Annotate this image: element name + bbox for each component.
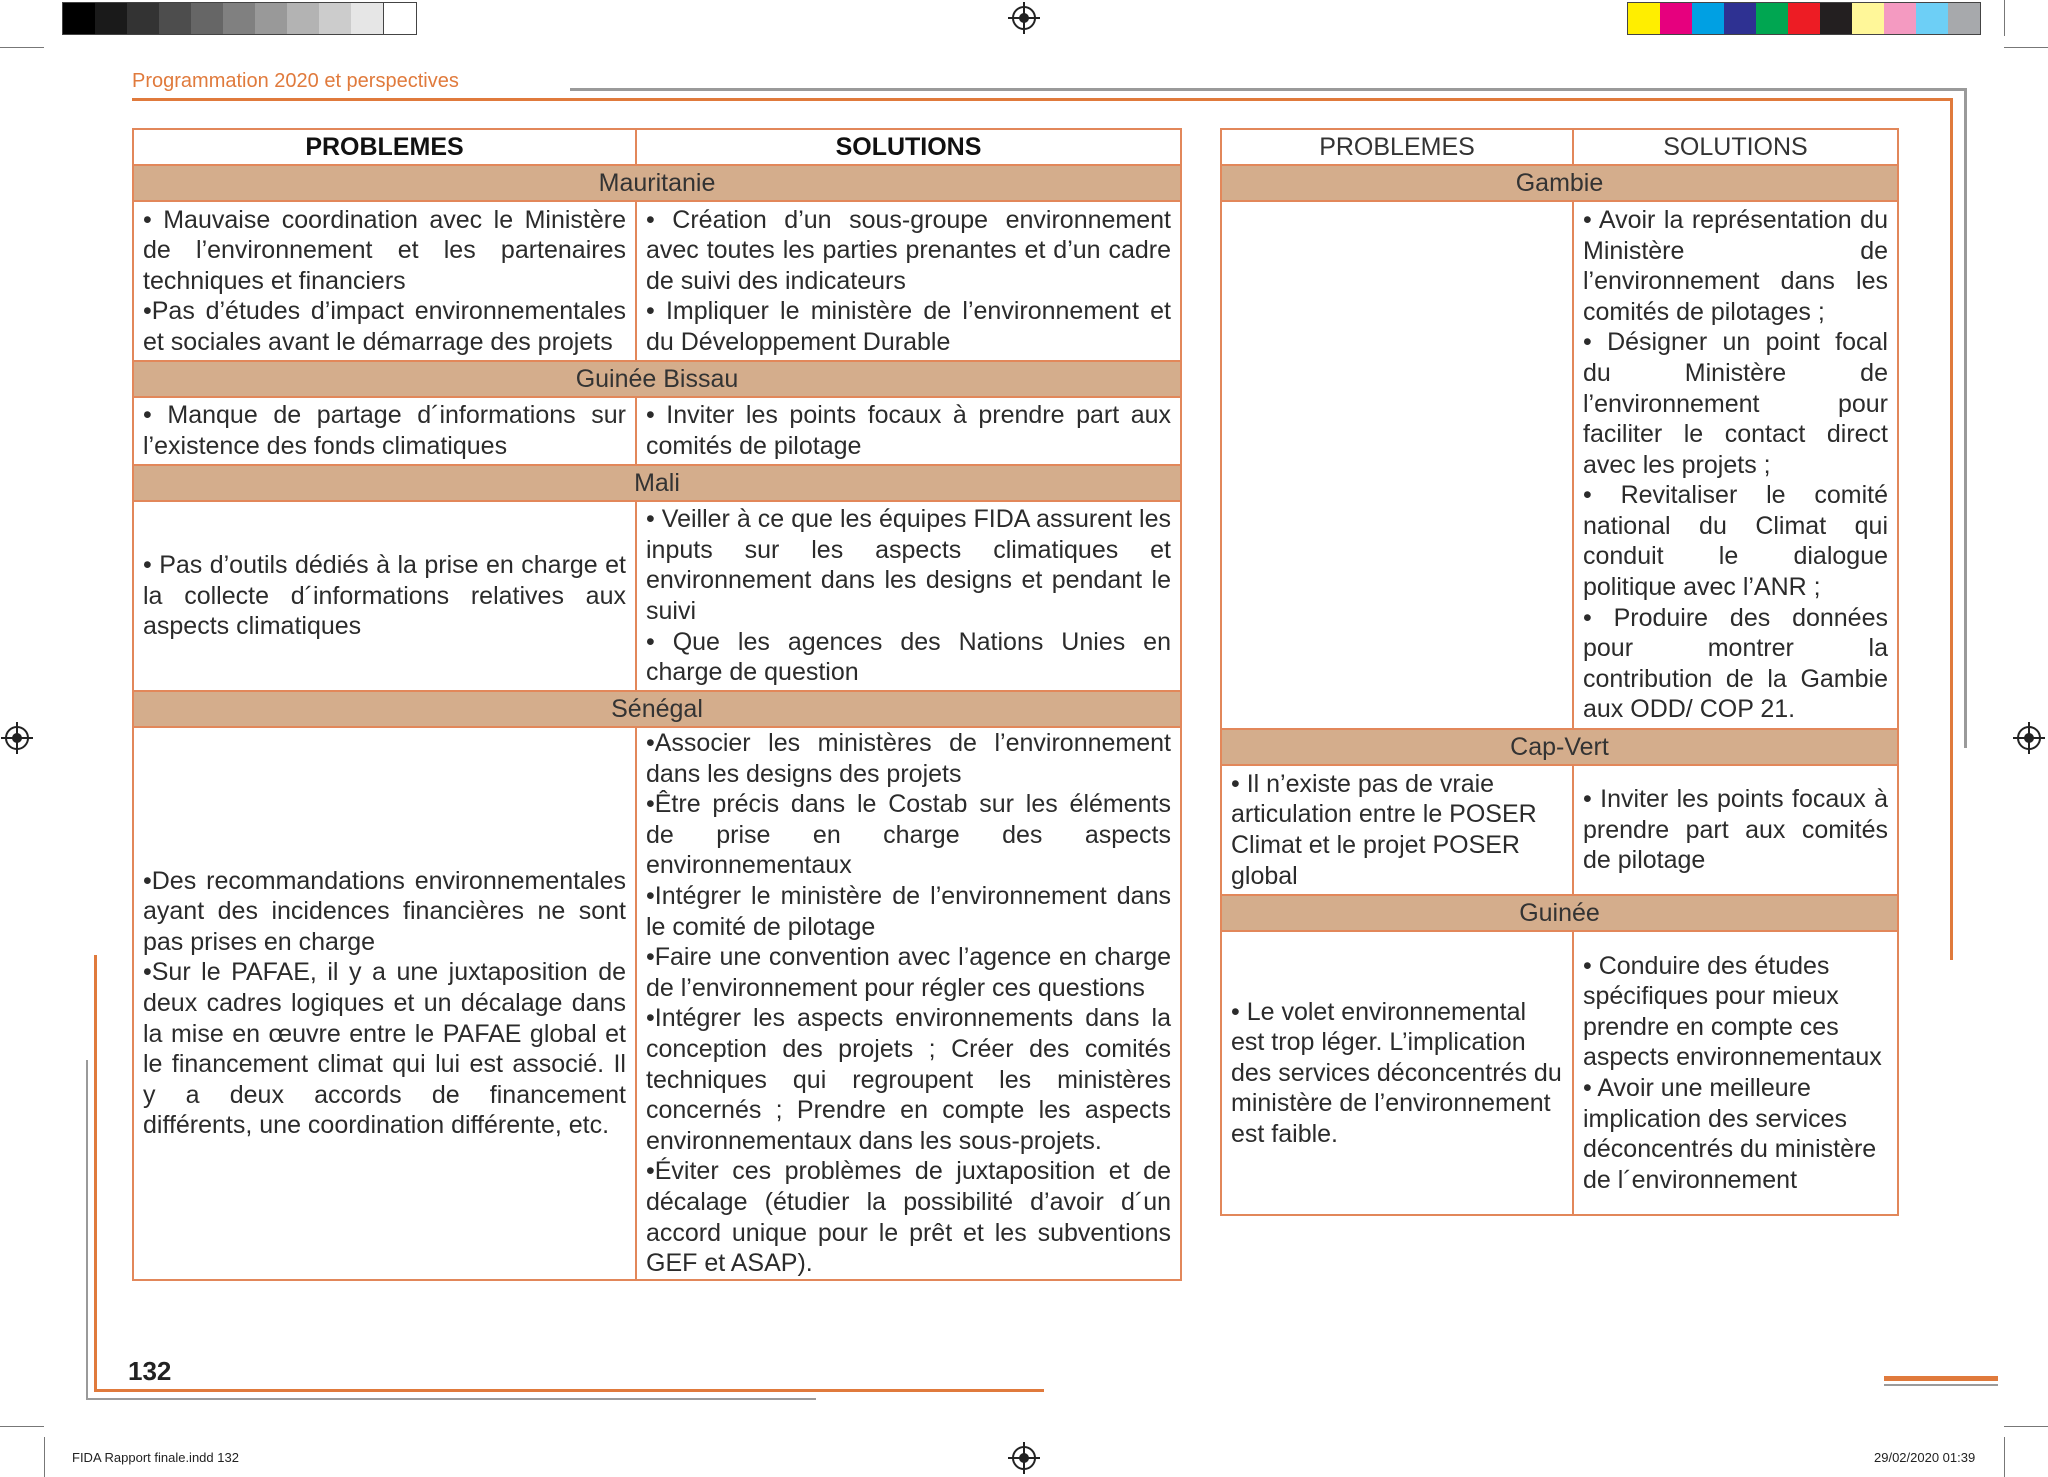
country-row	[133, 691, 1181, 727]
list-item: • Conduire des études spécifiques pour mieux prendre en compte ces aspects environnementaux	[1583, 951, 1882, 1072]
list-item: •Pas d’études d’impact environnementales et sociales avant le démarrage des projets	[143, 297, 626, 356]
country-row	[1221, 729, 1898, 765]
running-header: Programmation 2020 et perspectives	[132, 70, 459, 92]
table-row	[1221, 765, 1898, 895]
color-swatch	[1820, 3, 1852, 34]
solutions-cell	[1573, 765, 1898, 895]
country-row	[133, 165, 1181, 201]
color-swatch	[1948, 3, 1980, 34]
list-item: • Pas d’outils dédiés à la prise en charge et la collecte d´informations relatives aux aspects climatiques	[143, 551, 626, 641]
country-label: Gambie	[1221, 165, 1898, 201]
problems-cell	[133, 501, 636, 691]
table-header-row	[133, 129, 1181, 165]
country-label: Sénégal	[133, 691, 1181, 727]
registration-mark-icon	[2017, 726, 2041, 750]
slug-file-info: FIDA Rapport finale.indd 132	[72, 1450, 239, 1465]
list-item: • Il n’existe pas de vraie articulation entre le POSER Climat et le projet POSER global	[1231, 769, 1537, 890]
accent-rule	[94, 1389, 1044, 1392]
left-table	[132, 128, 1182, 1281]
solutions-cell	[636, 201, 1181, 361]
color-swatch	[1852, 3, 1884, 34]
gray-swatch	[287, 3, 319, 34]
solutions-cell	[1573, 931, 1898, 1215]
column-header-problems: PROBLEMES	[1221, 129, 1573, 165]
list-item: • Mauvaise coordination avec le Ministère de l’environnement et les partenaires techniques et financiers	[143, 205, 626, 295]
crop-mark	[2004, 47, 2048, 48]
problems-cell	[1221, 765, 1573, 895]
crop-mark	[44, 1437, 45, 1477]
right-table	[1220, 128, 1899, 1216]
problems-cell	[133, 397, 636, 465]
table-row	[133, 397, 1181, 465]
gray-swatch	[127, 3, 159, 34]
table-row	[1221, 931, 1898, 1215]
frame-rule	[86, 1060, 88, 1400]
list-item: • Veiller à ce que les équipes FIDA assurent les inputs sur les aspects climatiques et environnement dans les designs et pendant le suivi	[646, 505, 1171, 625]
accent-rule	[1950, 98, 1953, 960]
crop-mark	[2004, 0, 2005, 36]
list-item: • Le volet environnemental est trop léger. L’implication des services déconcentrés du ministère de l’environnement est faible.	[1231, 997, 1562, 1148]
problems-cell	[1221, 931, 1573, 1215]
country-label: Guinée	[1221, 895, 1898, 931]
gray-swatch	[319, 3, 351, 34]
gray-swatch	[191, 3, 223, 34]
table-row	[133, 501, 1181, 691]
grayscale-calibration-bar	[62, 2, 417, 35]
list-item: • Avoir une meilleure implication des services déconcentrés du ministère de l´environnement	[1583, 1074, 1877, 1194]
list-item: • Désigner un point focal du Ministère de l’environnement pour faciliter le contact direct avec les projets ;	[1583, 328, 1888, 479]
color-swatch	[1756, 3, 1788, 34]
column-header-problems: PROBLEMES	[133, 129, 636, 165]
list-item: •Éviter ces problèmes de juxtaposition et de décalage (étudier la possibilité d’avoir d´un accord unique pour le prêt et les subventions GEF et ASAP).	[646, 1157, 1171, 1278]
gray-swatch	[255, 3, 287, 34]
slug-date-info: 29/02/2020 01:39	[1874, 1450, 1976, 1465]
frame-rule	[1964, 88, 1967, 748]
list-item: • Manque de partage d´informations sur l’existence des fonds climatiques	[143, 401, 626, 460]
list-item: • Produire des données pour montrer la contribution de la Gambie aux ODD/ COP 21.	[1583, 603, 1888, 724]
table-row	[133, 727, 1181, 1280]
list-item: • Inviter les points focaux à prendre part aux comités de pilotage	[1583, 785, 1888, 875]
color-swatch	[1884, 3, 1916, 34]
problems-cell	[133, 727, 636, 1280]
crop-mark	[0, 47, 44, 48]
list-item: •Être précis dans le Costab sur les éléments de prise en charge des aspects environnementaux	[646, 790, 1171, 880]
country-label: Cap-Vert	[1221, 729, 1898, 765]
table-header-row	[1221, 129, 1898, 165]
column-header-solutions: SOLUTIONS	[1573, 129, 1898, 165]
problems-cell	[1221, 201, 1573, 729]
gray-swatch	[95, 3, 127, 34]
solutions-cell	[636, 501, 1181, 691]
solutions-cell	[636, 397, 1181, 465]
list-item: •Associer les ministères de l’environnement dans les designs des projets	[646, 729, 1171, 788]
crop-mark	[2004, 1437, 2005, 1477]
solutions-cell	[1573, 201, 1898, 729]
header-rule	[570, 88, 1966, 91]
color-swatch	[1788, 3, 1820, 34]
list-item: • Inviter les points focaux à prendre part aux comités de pilotage	[646, 401, 1171, 460]
country-row	[133, 465, 1181, 501]
solutions-cell	[636, 727, 1181, 1280]
list-item: •Intégrer le ministère de l’environnement dans le comité de pilotage	[646, 881, 1171, 941]
country-row	[1221, 165, 1898, 201]
country-label: Guinée Bissau	[133, 361, 1181, 397]
list-item: •Des recommandations environnementales ayant des incidences financières ne sont pas prises en charge	[143, 866, 626, 956]
list-item: • Revitaliser le comité national du Climat qui conduit le dialogue politique avec l’ANR ;	[1583, 481, 1888, 602]
registration-mark-icon	[1012, 6, 1036, 30]
column-header-solutions: SOLUTIONS	[636, 129, 1181, 165]
accent-rule	[94, 955, 97, 1392]
accent-rule	[1884, 1376, 1998, 1381]
crop-mark	[0, 1426, 44, 1427]
list-item: •Sur le PAFAE, il y a une juxtaposition de deux cadres logiques et un décalage dans la mise en œuvre entre le PAFAE global et le financement climat qui lui est associé. Il y a deux accords de financement différents, une coordination différente, etc.	[143, 958, 626, 1140]
registration-mark-icon	[1012, 1446, 1036, 1470]
accent-rule	[132, 98, 1952, 101]
problems-cell	[133, 201, 636, 361]
gray-swatch	[351, 3, 383, 34]
table-row	[1221, 201, 1898, 729]
frame-rule	[1884, 1384, 1998, 1386]
list-item: •Faire une convention avec l’agence en charge de l’environnement pour régler ces questions	[646, 943, 1171, 1002]
list-item: • Que les agences des Nations Unies en charge de question	[646, 627, 1171, 687]
country-label: Mauritanie	[133, 165, 1181, 201]
frame-rule	[86, 1398, 816, 1400]
registration-mark-icon	[5, 726, 29, 750]
color-swatch	[1916, 3, 1948, 34]
gray-swatch	[159, 3, 191, 34]
crop-mark	[2004, 1426, 2048, 1427]
country-row	[1221, 895, 1898, 931]
color-swatch	[1724, 3, 1756, 34]
list-item: •Intégrer les aspects environnements dans la conception des projets ; Créer des comités techniques qui regroupent les ministères concernés ; Prendre en compte les aspects environnementaux dans les sous-projets.	[646, 1004, 1171, 1155]
gray-swatch	[383, 3, 416, 34]
color-calibration-bar	[1627, 2, 1981, 35]
country-label: Mali	[133, 465, 1181, 501]
gray-swatch	[63, 3, 95, 34]
color-swatch	[1660, 3, 1692, 34]
list-item: • Création d’un sous-groupe environnement avec toutes les parties prenantes et d’un cadre de suivi des indicateurs	[646, 205, 1171, 295]
list-item: • Avoir la représentation du Ministère de l’environnement dans les comités de pilotages ;	[1583, 205, 1888, 326]
table-row	[133, 201, 1181, 361]
country-row	[133, 361, 1181, 397]
color-swatch	[1692, 3, 1724, 34]
gray-swatch	[223, 3, 255, 34]
list-item: • Impliquer le ministère de l’environnement et du Développement Durable	[646, 297, 1171, 356]
page-number: 132	[128, 1356, 172, 1386]
color-swatch	[1628, 3, 1660, 34]
